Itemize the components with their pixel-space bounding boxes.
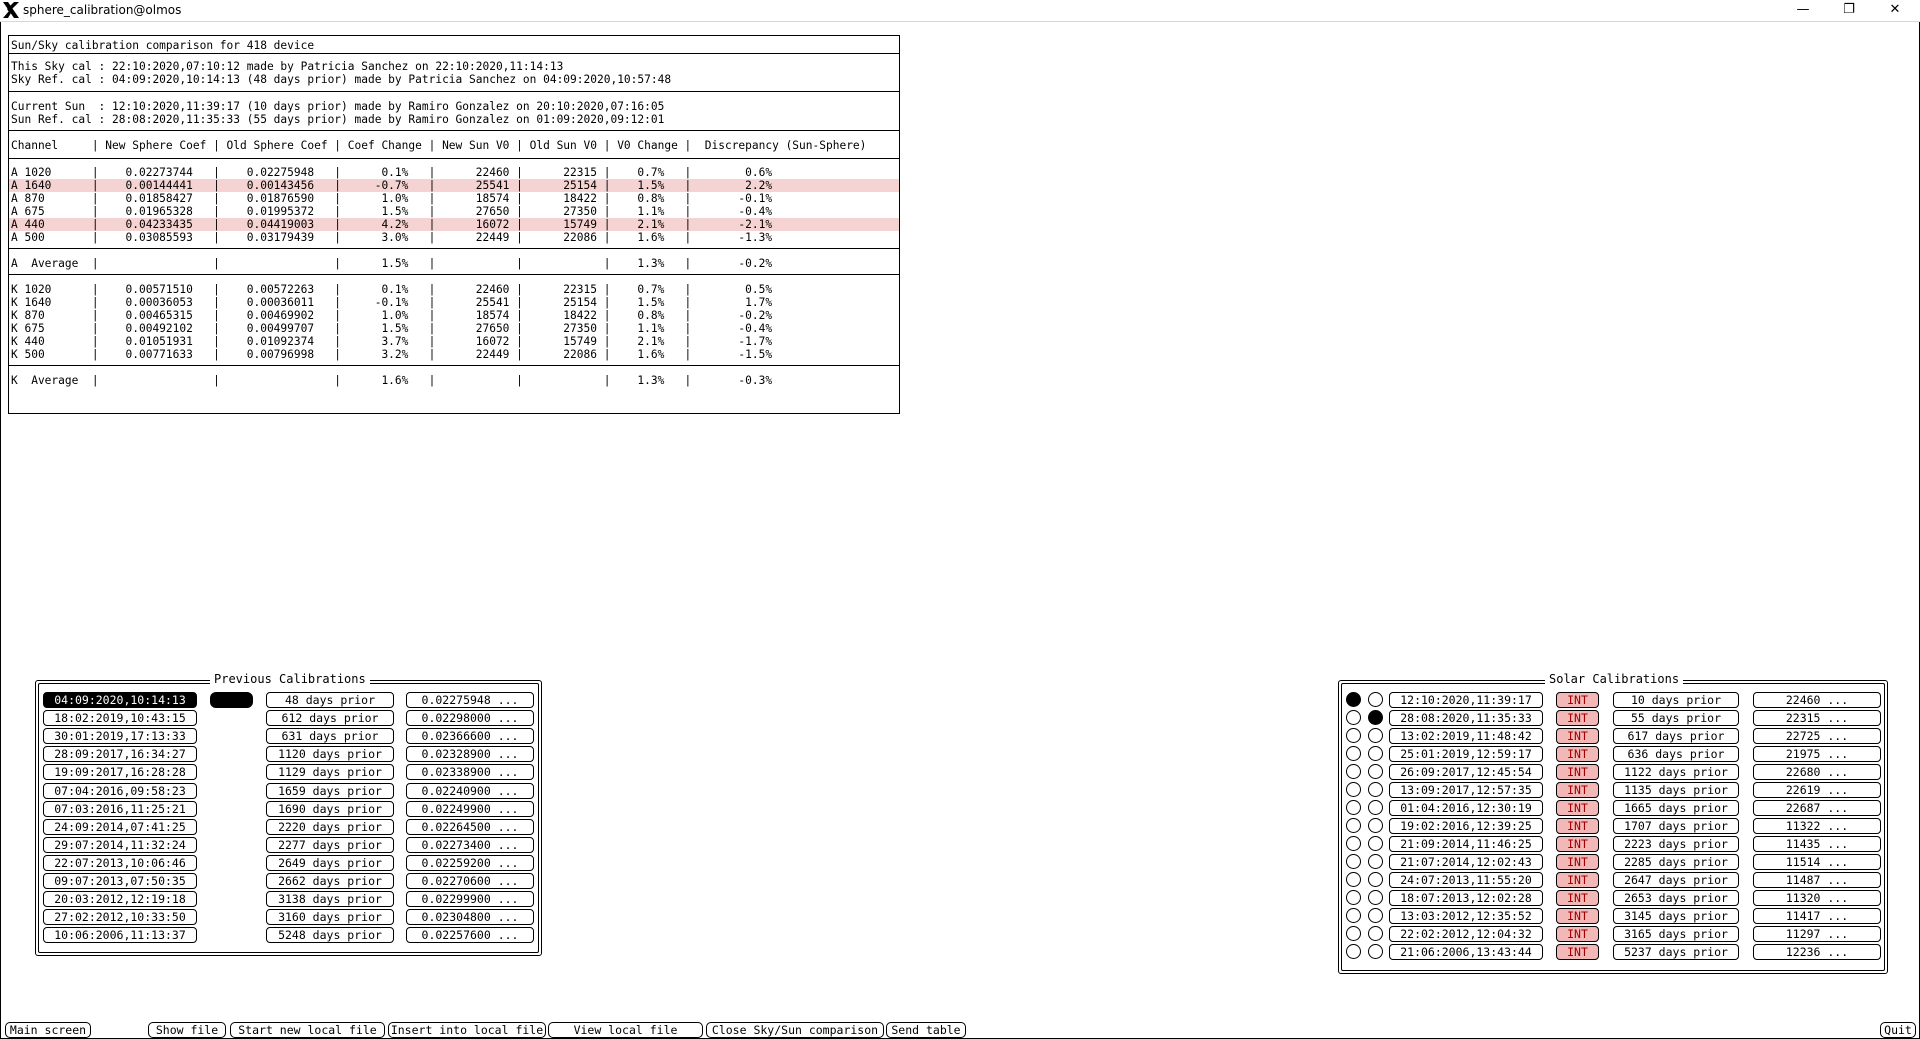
solar-cal-days-prior[interactable]: 2653 days prior <box>1613 890 1739 906</box>
solar-cal-v0[interactable]: 11417 ... <box>1753 908 1881 924</box>
solar-current-radio[interactable] <box>1346 728 1361 743</box>
solar-cal-v0[interactable]: 11487 ... <box>1753 872 1881 888</box>
prev-cal-date[interactable]: 19:09:2017,16:28:28 <box>43 764 197 780</box>
main-screen-button[interactable]: Main screen <box>5 1022 91 1038</box>
minimize-button[interactable]: — <box>1796 2 1810 17</box>
solar-int-button[interactable]: INT <box>1556 890 1599 906</box>
prev-cal-coef[interactable]: 0.02328900 ... <box>406 746 534 762</box>
report-line-text: K Average | | | 1.6% | | | 1.3% | -0.3% <box>11 374 773 387</box>
solar-cal-v0[interactable]: 11435 ... <box>1753 836 1881 852</box>
quit-button[interactable]: Quit <box>1880 1022 1916 1038</box>
report-line <box>9 309 899 322</box>
close-sky-sun-comparison-button[interactable]: Close Sky/Sun comparison <box>706 1022 884 1038</box>
solar-cal-date[interactable]: 21:09:2014,11:46:25 <box>1389 836 1543 852</box>
solar-reference-radio[interactable] <box>1368 926 1383 941</box>
show-file-button[interactable]: Show file <box>148 1022 226 1038</box>
prev-cal-coef[interactable]: 0.02366600 ... <box>406 728 534 744</box>
prev-cal-coef[interactable]: 0.02257600 ... <box>406 927 534 943</box>
solar-reference-radio[interactable] <box>1368 836 1383 851</box>
solar-cal-days-prior[interactable]: 2285 days prior <box>1613 854 1739 870</box>
report-line-text: A 870 | 0.01858427 | 0.01876590 | 1.0% | 18574 | 18422 | 0.8% | -0.1% <box>11 192 773 205</box>
prev-cal-days-prior[interactable]: 612 days prior <box>266 710 394 726</box>
report-line <box>9 179 899 192</box>
report-separator <box>9 130 899 131</box>
solar-cal-v0[interactable]: 12236 ... <box>1753 944 1881 960</box>
report-line <box>9 39 899 52</box>
prev-cal-date[interactable]: 29:07:2014,11:32:24 <box>43 837 197 853</box>
previous-calibrations-label: Previous Calibrations <box>210 672 370 686</box>
report-line <box>9 60 899 73</box>
prev-cal-coef[interactable]: 0.02264500 ... <box>406 819 534 835</box>
prev-cal-date[interactable]: 07:04:2016,09:58:23 <box>43 783 197 799</box>
report-line-text: A 500 | 0.03085593 | 0.03179439 | 3.0% | 22449 | 22086 | 1.6% | -1.3% <box>11 231 773 244</box>
solar-reference-radio[interactable] <box>1368 818 1383 833</box>
prev-cal-days-prior[interactable]: 5248 days prior <box>266 927 394 943</box>
report-separator <box>9 248 899 249</box>
report-line-text: A 440 | 0.04233435 | 0.04419003 | 4.2% | 16072 | 15749 | 2.1% | -2.1% <box>11 218 773 231</box>
prev-cal-days-prior[interactable]: 48 days prior <box>266 692 394 708</box>
prev-cal-date[interactable]: 30:01:2019,17:13:33 <box>43 728 197 744</box>
report-line-text: A 1640 | 0.00144441 | 0.00143456 | -0.7% | 25541 | 25154 | 1.5% | 2.2% <box>11 179 773 192</box>
solar-cal-date[interactable]: 26:09:2017,12:45:54 <box>1389 764 1543 780</box>
prev-cal-days-prior[interactable]: 631 days prior <box>266 728 394 744</box>
report-separator <box>9 53 899 54</box>
report-line-text: A 1020 | 0.02273744 | 0.02275948 | 0.1% | 22460 | 22315 | 0.7% | 0.6% <box>11 166 773 179</box>
report-line <box>9 205 899 218</box>
report-line-text: Channel | New Sphere Coef | Old Sphere Coef | Coef Change | New Sun V0 | Old Sun V0 | V0 Change | Discrepancy (Sun-Sphere) <box>11 139 867 152</box>
report-separator <box>9 158 899 159</box>
solar-cal-v0[interactable]: 11514 ... <box>1753 854 1881 870</box>
prev-cal-date[interactable]: 07:03:2016,11:25:21 <box>43 801 197 817</box>
report-line <box>9 139 899 152</box>
prev-cal-coef[interactable]: 0.02298000 ... <box>406 710 534 726</box>
prev-cal-days-prior[interactable]: 1659 days prior <box>266 783 394 799</box>
solar-reference-radio[interactable] <box>1368 944 1383 959</box>
solar-cal-date[interactable]: 21:07:2014,12:02:43 <box>1389 854 1543 870</box>
solar-reference-radio[interactable] <box>1368 854 1383 869</box>
report-line <box>9 231 899 244</box>
solar-calibrations-label: Solar Calibrations <box>1545 672 1683 686</box>
prev-cal-coef[interactable]: 0.02299900 ... <box>406 891 534 907</box>
solar-reference-radio[interactable] <box>1368 908 1383 923</box>
report-line-text: K 500 | 0.00771633 | 0.00796998 | 3.2% | 22449 | 22086 | 1.6% | -1.5% <box>11 348 773 361</box>
report-line <box>9 374 899 387</box>
prev-cal-coef[interactable]: 0.02275948 ... <box>406 692 534 708</box>
prev-cal-days-prior[interactable]: 2220 days prior <box>266 819 394 835</box>
report-line-text: A 675 | 0.01965328 | 0.01995372 | 1.5% | 27650 | 27350 | 1.1% | -0.4% <box>11 205 773 218</box>
report-line-text: Current Sun : 12:10:2020,11:39:17 (10 days prior) made by Ramiro Gonzalez on 20:10:2020,07:16:05 <box>11 100 665 113</box>
solar-current-radio[interactable] <box>1346 854 1361 869</box>
report-line <box>9 322 899 335</box>
solar-cal-date[interactable]: 19:02:2016,12:39:25 <box>1389 818 1543 834</box>
report-line <box>9 192 899 205</box>
prev-cal-days-prior[interactable]: 3138 days prior <box>266 891 394 907</box>
report-line <box>9 218 899 231</box>
solar-int-button[interactable]: INT <box>1556 710 1599 726</box>
solar-cal-days-prior[interactable]: 5237 days prior <box>1613 944 1739 960</box>
window-title: sphere_calibration@olmos <box>23 3 182 17</box>
solar-cal-days-prior[interactable]: 2223 days prior <box>1613 836 1739 852</box>
solar-cal-days-prior[interactable]: 3145 days prior <box>1613 908 1739 924</box>
solar-cal-v0[interactable]: 22687 ... <box>1753 800 1881 816</box>
solar-cal-date[interactable]: 22:02:2012,12:04:32 <box>1389 926 1543 942</box>
solar-int-button[interactable]: INT <box>1556 764 1599 780</box>
report-line-text: K 1020 | 0.00571510 | 0.00572263 | 0.1% | 22460 | 22315 | 0.7% | 0.5% <box>11 283 773 296</box>
prev-cal-date[interactable]: 24:09:2014,07:41:25 <box>43 819 197 835</box>
solar-current-radio[interactable] <box>1346 710 1361 725</box>
solar-cal-v0[interactable]: 11322 ... <box>1753 818 1881 834</box>
prev-cal-days-prior[interactable]: 2277 days prior <box>266 837 394 853</box>
prev-cal-date[interactable]: 27:02:2012,10:33:50 <box>43 909 197 925</box>
report-line <box>9 335 899 348</box>
prev-cal-date[interactable]: 18:02:2019,10:43:15 <box>43 710 197 726</box>
prev-cal-coef[interactable]: 0.02270600 ... <box>406 873 534 889</box>
solar-cal-days-prior[interactable]: 617 days prior <box>1613 728 1739 744</box>
prev-cal-coef[interactable]: 0.02240900 ... <box>406 783 534 799</box>
prev-cal-date[interactable]: 20:03:2012,12:19:18 <box>43 891 197 907</box>
solar-cal-v0[interactable]: 11320 ... <box>1753 890 1881 906</box>
prev-cal-days-prior[interactable]: 1690 days prior <box>266 801 394 817</box>
prev-cal-selected-indicator[interactable] <box>210 692 253 708</box>
prev-cal-coef[interactable]: 0.02338900 ... <box>406 764 534 780</box>
prev-cal-coef[interactable]: 0.02273400 ... <box>406 837 534 853</box>
report-line-text: K 675 | 0.00492102 | 0.00499707 | 1.5% | 27650 | 27350 | 1.1% | -0.4% <box>11 322 773 335</box>
solar-cal-date[interactable]: 13:03:2012,12:35:52 <box>1389 908 1543 924</box>
solar-int-button[interactable]: INT <box>1556 782 1599 798</box>
solar-cal-days-prior[interactable]: 1122 days prior <box>1613 764 1739 780</box>
view-local-file-button[interactable]: View local file <box>548 1022 703 1038</box>
solar-int-button[interactable]: INT <box>1556 908 1599 924</box>
report-line-text: This Sky cal : 22:10:2020,07:10:12 made by Patricia Sanchez on 22:10:2020,11:14:13 <box>11 60 564 73</box>
prev-cal-date[interactable]: 22:07:2013,10:06:46 <box>43 855 197 871</box>
solar-current-radio[interactable] <box>1346 890 1361 905</box>
report-separator <box>9 274 899 275</box>
prev-cal-days-prior[interactable]: 1129 days prior <box>266 764 394 780</box>
solar-cal-days-prior[interactable]: 1135 days prior <box>1613 782 1739 798</box>
solar-reference-radio[interactable] <box>1368 728 1383 743</box>
solar-cal-date[interactable]: 21:06:2006,13:43:44 <box>1389 944 1543 960</box>
solar-cal-date[interactable]: 24:07:2013,11:55:20 <box>1389 872 1543 888</box>
report-line <box>9 166 899 179</box>
solar-cal-date[interactable]: 13:09:2017,12:57:35 <box>1389 782 1543 798</box>
report-line-text: Sky Ref. cal : 04:09:2020,10:14:13 (48 days prior) made by Patricia Sanchez on 04:09:2020,10:57:48 <box>11 73 672 86</box>
solar-current-radio[interactable] <box>1346 800 1361 815</box>
prev-cal-date[interactable]: 28:09:2017,16:34:27 <box>43 746 197 762</box>
solar-reference-radio[interactable] <box>1368 872 1383 887</box>
report-separator <box>9 365 899 366</box>
report-line-text: Sun/Sky calibration comparison for 418 device <box>11 39 315 52</box>
prev-cal-coef[interactable]: 0.02249900 ... <box>406 801 534 817</box>
solar-current-radio[interactable] <box>1346 836 1361 851</box>
solar-cal-date[interactable]: 18:07:2013,12:02:28 <box>1389 890 1543 906</box>
start-new-local-file-button[interactable]: Start new local file <box>230 1022 385 1038</box>
solar-current-radio[interactable] <box>1346 872 1361 887</box>
solar-cal-v0[interactable]: 22460 ... <box>1753 692 1881 708</box>
prev-cal-days-prior[interactable]: 3160 days prior <box>266 909 394 925</box>
solar-cal-date[interactable]: 13:02:2019,11:48:42 <box>1389 728 1543 744</box>
prev-cal-coef[interactable]: 0.02304800 ... <box>406 909 534 925</box>
solar-cal-v0[interactable]: 22315 ... <box>1753 710 1881 726</box>
report-line <box>9 296 899 309</box>
solar-cal-v0[interactable]: 21975 ... <box>1753 746 1881 762</box>
solar-int-button[interactable]: INT <box>1556 692 1599 708</box>
report-line <box>9 100 899 113</box>
prev-cal-coef[interactable]: 0.02259200 ... <box>406 855 534 871</box>
solar-int-button[interactable]: INT <box>1556 926 1599 942</box>
solar-reference-radio[interactable] <box>1368 890 1383 905</box>
solar-cal-days-prior[interactable]: 1707 days prior <box>1613 818 1739 834</box>
comparison-report <box>8 35 900 414</box>
solar-current-radio[interactable] <box>1346 692 1361 707</box>
solar-int-button[interactable]: INT <box>1556 818 1599 834</box>
solar-int-button[interactable]: INT <box>1556 944 1599 960</box>
solar-reference-radio[interactable] <box>1368 692 1383 707</box>
solar-current-radio[interactable] <box>1346 944 1361 959</box>
solar-current-radio[interactable] <box>1346 746 1361 761</box>
report-line-text: A Average | | | 1.5% | | | 1.3% | -0.2% <box>11 257 773 270</box>
solar-cal-v0[interactable]: 22619 ... <box>1753 782 1881 798</box>
solar-int-button[interactable]: INT <box>1556 872 1599 888</box>
solar-cal-date[interactable]: 12:10:2020,11:39:17 <box>1389 692 1543 708</box>
solar-cal-days-prior[interactable]: 3165 days prior <box>1613 926 1739 942</box>
solar-cal-days-prior[interactable]: 55 days prior <box>1613 710 1739 726</box>
window-titlebar <box>0 0 1920 22</box>
report-line <box>9 257 899 270</box>
solar-reference-radio[interactable] <box>1368 782 1383 797</box>
x11-logo-icon <box>2 1 20 19</box>
solar-reference-radio[interactable] <box>1368 800 1383 815</box>
solar-reference-radio[interactable] <box>1368 764 1383 779</box>
report-line <box>9 113 899 126</box>
insert-into-local-file-button[interactable]: Insert into local file <box>388 1022 546 1038</box>
prev-cal-days-prior[interactable]: 2649 days prior <box>266 855 394 871</box>
report-line <box>9 348 899 361</box>
solar-cal-date[interactable]: 01:04:2016,12:30:19 <box>1389 800 1543 816</box>
send-table-button[interactable]: Send table <box>886 1022 966 1038</box>
solar-int-button[interactable]: INT <box>1556 728 1599 744</box>
close-button[interactable]: ✕ <box>1889 2 1901 17</box>
solar-current-radio[interactable] <box>1346 908 1361 923</box>
solar-current-radio[interactable] <box>1346 818 1361 833</box>
solar-int-button[interactable]: INT <box>1556 854 1599 870</box>
solar-current-radio[interactable] <box>1346 782 1361 797</box>
report-line <box>9 283 899 296</box>
solar-int-button[interactable]: INT <box>1556 800 1599 816</box>
report-line-text: Sun Ref. cal : 28:08:2020,11:35:33 (55 days prior) made by Ramiro Gonzalez on 01:09:2020,09:12:01 <box>11 113 665 126</box>
solar-cal-v0[interactable]: 22725 ... <box>1753 728 1881 744</box>
solar-cal-days-prior[interactable]: 10 days prior <box>1613 692 1739 708</box>
prev-cal-date[interactable]: 09:07:2013,07:50:35 <box>43 873 197 889</box>
prev-cal-date[interactable]: 10:06:2006,11:13:37 <box>43 927 197 943</box>
report-separator <box>9 91 899 92</box>
restore-button[interactable]: ❐ <box>1843 2 1855 17</box>
report-line-text: K 440 | 0.01051931 | 0.01092374 | 3.7% | 16072 | 15749 | 2.1% | -1.7% <box>11 335 773 348</box>
solar-cal-days-prior[interactable]: 2647 days prior <box>1613 872 1739 888</box>
solar-current-radio[interactable] <box>1346 764 1361 779</box>
solar-cal-days-prior[interactable]: 636 days prior <box>1613 746 1739 762</box>
prev-cal-days-prior[interactable]: 1120 days prior <box>266 746 394 762</box>
solar-cal-date[interactable]: 28:08:2020,11:35:33 <box>1389 710 1543 726</box>
solar-reference-radio[interactable] <box>1368 746 1383 761</box>
solar-current-radio[interactable] <box>1346 926 1361 941</box>
report-line <box>9 73 899 86</box>
solar-cal-days-prior[interactable]: 1665 days prior <box>1613 800 1739 816</box>
solar-reference-radio[interactable] <box>1368 710 1383 725</box>
prev-cal-days-prior[interactable]: 2662 days prior <box>266 873 394 889</box>
solar-cal-v0[interactable]: 11297 ... <box>1753 926 1881 942</box>
report-line-text: K 1640 | 0.00036053 | 0.00036011 | -0.1% | 25541 | 25154 | 1.5% | 1.7% <box>11 296 773 309</box>
report-line-text: K 870 | 0.00465315 | 0.00469902 | 1.0% | 18574 | 18422 | 0.8% | -0.2% <box>11 309 773 322</box>
solar-cal-date[interactable]: 25:01:2019,12:59:17 <box>1389 746 1543 762</box>
solar-int-button[interactable]: INT <box>1556 836 1599 852</box>
prev-cal-date[interactable]: 04:09:2020,10:14:13 <box>43 692 197 708</box>
solar-cal-v0[interactable]: 22680 ... <box>1753 764 1881 780</box>
solar-int-button[interactable]: INT <box>1556 746 1599 762</box>
